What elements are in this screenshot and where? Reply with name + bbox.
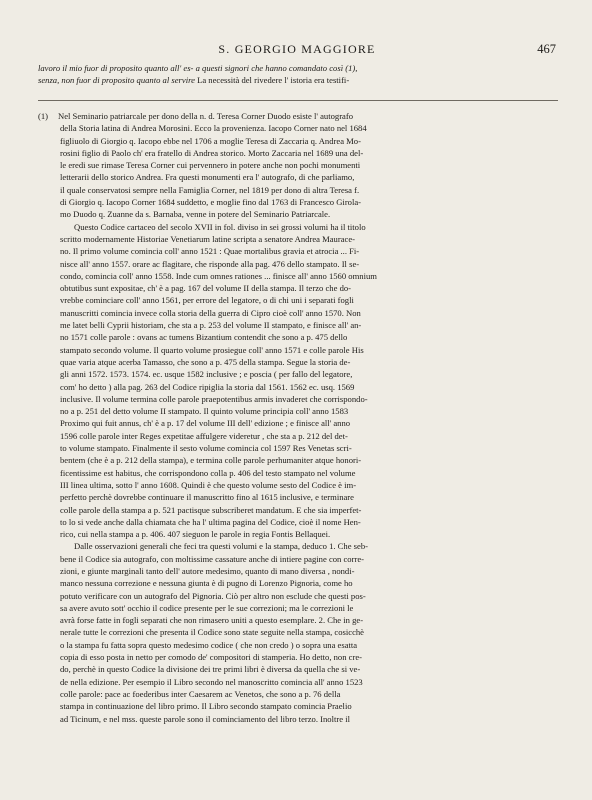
- footnote-line: letterarii dello storico Andrea. Fra questi monumenti era l' autografo, di che parliamo,: [60, 172, 355, 183]
- footnote-line: bentem (che è a p. 212 della stampa), e termina colle parole perhumaniter atque honori-: [60, 455, 362, 466]
- footnote-paragraph-1: [38, 110, 558, 221]
- footnote-body: [38, 110, 558, 725]
- footnote-line: potuto verificare con un autografo del Pignoria. Ciò per altro non esclude che questi pos-: [60, 590, 366, 601]
- footnote-paragraph-3: [38, 540, 558, 724]
- footnote-line: Dalle osservazioni generali che feci tra questi volumi e la stampa, deduco 1. Che seb-: [74, 541, 368, 552]
- footnote-line: perfetto perchè dovrebbe continuare il manuscritto fino al 1615 inclusive, e terminare: [60, 492, 354, 503]
- intro-line-right: La necessità del rivedere l' istoria era testifi-: [194, 75, 350, 85]
- divider-rule: [38, 100, 558, 101]
- footnote-line: di Giorgio q. Iacopo Corner 1684 suddetto, e moglie fino dal 1763 di Francesco Girola-: [60, 197, 362, 208]
- footnote-line: bene il Codice sia autografo, con moltissime cassature anche di intiere pagine con corre-: [60, 553, 365, 564]
- footnote-line: il quale conservatosi sempre nella Famiglia Corner, nel 1819 per dono di altra Teresa f.: [60, 184, 360, 195]
- footnote-line: o la stampa fu fatta sopra questo medesimo codice ( che non credo ) o sopra una esatta: [60, 639, 358, 650]
- footnote-line: della Storia latina di Andrea Morosini. Ecco la provenienza. Iacopo Corner nato nel 1684: [60, 123, 367, 134]
- footnote-line: gli anni 1572. 1573. 1574. ec. usque 1582 inclusive ; e poscia ( per fallo del legatore,: [60, 369, 353, 380]
- footnote-line: nerale tutte le correzioni che presenta il Codice sono state seguite nella stampa, cosicchè: [60, 627, 364, 638]
- footnote-line: inclusive. Il volume termina colle parole praepotentibus armis invaderet che corrispondo-: [60, 393, 368, 404]
- footnote-line: rosini figlio di Paolo ch' era fratello di Andrea storico. Morto Zaccaria nel 1689 una del-: [60, 147, 364, 158]
- footnote-line: colle parole: pace ac foederibus inter Caesarem ac Venetos, che sono a p. 76 della: [60, 688, 341, 699]
- footnote-line: stampato secondo volume. Il quarto volume prosiegue coll' anno 1571 e colle parole His: [60, 344, 364, 355]
- footnote-line: quae varia atque acerba Tamasso, che sono a p. 475 della stampa. Segue la storia de-: [60, 356, 351, 367]
- footnote-line: scritto modernamente Historiae Venetiarum latine scripta a senatore Andrea Maurace-: [60, 233, 356, 244]
- footnote-line: sa avere avuto sott' occhio il codice presente per le sue correzioni; ma le correzioni le: [60, 602, 354, 613]
- page-header: [38, 42, 556, 60]
- intro-line: [38, 74, 558, 86]
- footnote-line: to lo si vede anche dalla chiamata che ha l' ultima pagina del Codice, cioè il nome Hen-: [60, 516, 361, 527]
- intro-line-left: lavoro il mio fuor di proposito quanto all' es-: [38, 63, 194, 73]
- footnote-paragraph-2: [38, 221, 558, 541]
- footnote-line: Proximo qui fuit annus, ch' è a p. 17 del volume III dell' edizione ; e finisce all' anno: [60, 418, 351, 429]
- intro-line: [38, 62, 558, 74]
- running-title: S. GEORGIO MAGGIORE: [218, 42, 376, 56]
- footnote-line: vrebbe cominciare coll' anno 1561, per errore del legatore, o di chi uni i separati fogli: [60, 295, 354, 306]
- intro-line-right: a questi signori che hanno comandato così (1),: [193, 63, 358, 73]
- footnote-line: no. Il primo volume comincia coll' anno 1521 : Quae mortalibus gravia et atrocia ... Fi-: [60, 246, 360, 257]
- footnote-line: no a p. 251 del detto volume II stampato. Il quinto volume principia coll' anno 1583: [60, 406, 349, 417]
- footnote-line: manuscritti comincia invece colla storia della guerra di Cipro cioè coll' anno 1570. Non: [60, 307, 361, 318]
- footnote-line: le eredi sue rimase Teresa Corner cui pervennero in potere anche non pochi monumenti: [60, 160, 361, 171]
- intro-text: [38, 62, 558, 86]
- footnote-line: Nel Seminario patriarcale per dono della n. d. Teresa Corner Duodo esiste l' autografo: [58, 111, 354, 121]
- footnote-line: stampa in continuazione del libro primo. Il Libro secondo stampato comincia Praelio: [60, 701, 352, 712]
- footnote-line: figliuolo di Giorgio q. Iacopo ebbe nel 1706 a moglie Teresa di Zaccaria q. Andrea Mo-: [60, 135, 361, 146]
- page-number: 467: [537, 42, 556, 56]
- footnote-line: com' ho detto ) alla pag. 263 del Codice ripiglia la storia dal 1561. 1562 ec. usq. 1569: [60, 381, 355, 392]
- footnote-line: zioni, e giunte marginali tanto dell' autore medesimo, quanto di mano diversa , nondi-: [60, 565, 355, 576]
- footnote-line: Questo Codice cartaceo del secolo XVII in fol. diviso in sei grossi volumi ha il titolo: [74, 221, 366, 232]
- footnote-line: no 1571 colle parole : ovans ac tumens Bizantium contendit che sono a p. 475 dello: [60, 332, 348, 343]
- footnote-line: avrà forse fatte in fogli separati che non rimasero uniti a questo esemplare. 2. Che in ge-: [60, 615, 364, 626]
- footnote-line: rico, cui nella stampa a p. 406. 407 sieguon le parole in regia Fontis Bellaquei.: [60, 529, 331, 540]
- footnote-line: nisce all' anno 1557. orare ac flagitare, che risponde alla pag. 476 dello stampato. Il se-: [60, 258, 360, 269]
- footnote-line: do, perchè in questo Codice la divisione dei tre primi libri è diversa da quella che si ve-: [60, 664, 361, 675]
- footnote-line: 1596 colle parole inter Reges expetitae affulgere videretur , che sta a p. 212 del det-: [60, 430, 348, 441]
- footnote-line: obtutibus sunt expositae, ch' è a pag. 167 del volume II della stampa. Il terzo che do-: [60, 283, 352, 294]
- footnote-line: colle parole della stampa a p. 521 pactisque subscriberet mandatum. E che sia imperfet-: [60, 504, 362, 515]
- footnote-line: III linea ultima, sotto l' anno 1608. Quindi è che questo volume sesto del Codice è im-: [60, 479, 357, 490]
- intro-line-left: senza, non fuor di proposito quanto al servire: [38, 75, 195, 85]
- footnote-line: copia di esso posta in netto per comodo de' compositori di stamperia. Ho detto, non cre-: [60, 652, 363, 663]
- footnote-line: mo Duodo q. Zuanne da s. Barnaba, venne in potere del Seminario Patriarcale.: [60, 209, 331, 220]
- footnote-line: me latet belli Cyprii historiam, che sta a p. 253 del volume II stampato, e finisce all' an-: [60, 320, 362, 331]
- footnote-line: manco nessuna correzione e nessuna giunta è di pugno di Lorenzo Pignoria, come ho: [60, 578, 353, 589]
- footnote-line: to volume stampato. Finalmente il sesto volume comincia col 1597 Res Venetas scri-: [60, 443, 352, 454]
- footnote-line: condo, comincia coll' anno 1558. Inde cum omnes rationes ... finisce all' anno 1560 omnium: [60, 270, 377, 281]
- footnote-marker: (1): [38, 111, 49, 121]
- footnote-line: ad Ticinum, e nel mss. queste parole sono il cominciamento del libro terzo. Inoltre il: [60, 713, 350, 724]
- footnote-line: ficentissime est habitus, che corrispondono colla p. 406 del testo stampato nel volume: [60, 467, 356, 478]
- footnote-line: de nella edizione. Per esempio il Libro secondo nel manoscritto comincia all' anno 1523: [60, 676, 363, 687]
